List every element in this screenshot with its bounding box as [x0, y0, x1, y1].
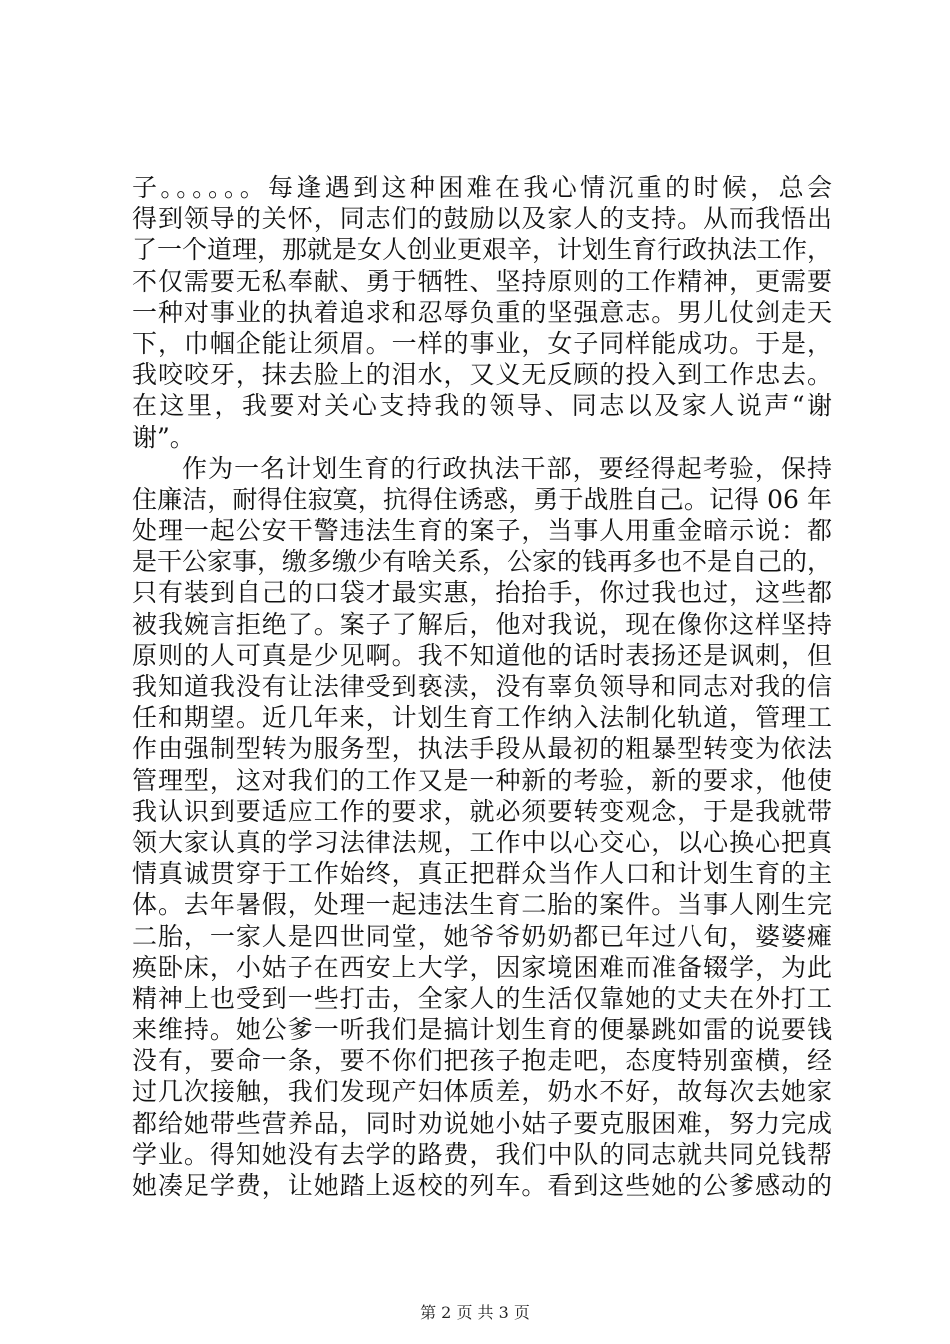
- text-line: 我知道我没有让法律受到亵渎，没有辜负领导和同志对我的信: [132, 672, 832, 701]
- text-line: 原则的人可真是少见啊。我不知道他的话时表扬还是讽刺，但: [132, 640, 832, 670]
- text-line: 她凑足学费，让她踏上返校的列车。看到这些她的公爹感动的: [132, 1171, 832, 1200]
- text-line: 处理一起公安干警违法生育的案子，当事人用重金暗示说：都: [132, 516, 832, 546]
- paragraph-1: [132, 172, 832, 453]
- text-line: 学业。得知她没有去学的路费，我们中队的同志就共同兑钱帮: [132, 1139, 832, 1169]
- text-line: 作由强制型转为服务型，执法手段从最初的粗暴型转变为依法: [132, 734, 832, 764]
- text-line: 没有，要命一条，要不你们把孩子抱走吧，态度特别蛮横，经: [132, 1046, 832, 1076]
- text-line: 得到领导的关怀，同志们的鼓励以及家人的支持。从而我悟出: [132, 204, 832, 234]
- text-line: 是干公家事，缴多缴少有啥关系，公家的钱再多也不是自己的，: [132, 547, 833, 577]
- text-line: 痪卧床，小姑子在西安上大学，因家境困难而准备辍学，为此: [132, 952, 832, 982]
- text-line: 不仅需要无私奉献、勇于牺牲、坚持原则的工作精神，更需要: [132, 266, 832, 296]
- text-line: 二胎，一家人是四世同堂，她爷爷奶奶都已年过八旬，婆婆瘫: [132, 921, 832, 951]
- paragraph-2: [132, 453, 832, 1202]
- text-line: 精神上也受到一些打击，全家人的生活仅靠她的丈夫在外打工: [132, 983, 832, 1013]
- text-line: 子。。。。。。每逢遇到这种困难在我心情沉重的时候，总会: [132, 173, 832, 202]
- text-line: 在这里，我要对关心支持我的领导、同志以及家人说声“谢: [132, 391, 832, 421]
- text-line: 一种对事业的执着追求和忍辱负重的坚强意志。男儿仗剑走天: [132, 297, 832, 327]
- text-line: 下，巾帼企能让须眉。一样的事业，女子同样能成功。于是，: [132, 328, 832, 358]
- text-line: 领大家认真的学习法律法规，工作中以心交心，以心换心把真: [132, 827, 832, 857]
- text-line: 过几次接触，我们发现产妇体质差，奶水不好，故每次去她家: [132, 1077, 832, 1107]
- text-line: 任和期望。近几年来，计划生育工作纳入法制化轨道，管理工: [132, 703, 832, 733]
- text-line: 作为一名计划生育的行政执法干部，要经得起考验，保持: [182, 453, 832, 483]
- text-line: 来维持。她公爹一听我们是搞计划生育的便暴跳如雷的说要钱: [132, 1015, 832, 1045]
- text-line: 体。去年暑假，处理一起违法生育二胎的案件。当事人刚生完: [132, 890, 832, 920]
- text-line: 被我婉言拒绝了。案子了解后，他对我说，现在像你这样坚持: [132, 609, 832, 639]
- text-line: 管理型，这对我们的工作又是一种新的考验，新的要求，他使: [132, 765, 832, 795]
- text-line: 了一个道理，那就是女人创业更艰辛，计划生育行政执法工作，: [132, 235, 833, 265]
- text-line: 我认识到要适应工作的要求，就必须要转变观念，于是我就带: [132, 796, 832, 826]
- text-line: 住廉洁，耐得住寂寞，抗得住诱惑，勇于战胜自己。记得 06 年: [132, 484, 832, 514]
- page-number-footer: 第 2 页 共 3 页: [420, 1303, 530, 1322]
- document-body: [132, 172, 832, 1201]
- text-line: 我咬咬牙，抹去脸上的泪水，又义无反顾的投入到工作忠去。: [132, 360, 832, 390]
- text-line: 都给她带些营养品，同时劝说她小姑子要克服困难，努力完成: [132, 1108, 832, 1138]
- text-line: 谢”。: [132, 422, 195, 452]
- text-line: 只有装到自己的口袋才最实惠，抬抬手，你过我也过，这些都: [132, 578, 832, 608]
- text-line: 情真诚贯穿于工作始终，真正把群众当作人口和计划生育的主: [132, 859, 832, 889]
